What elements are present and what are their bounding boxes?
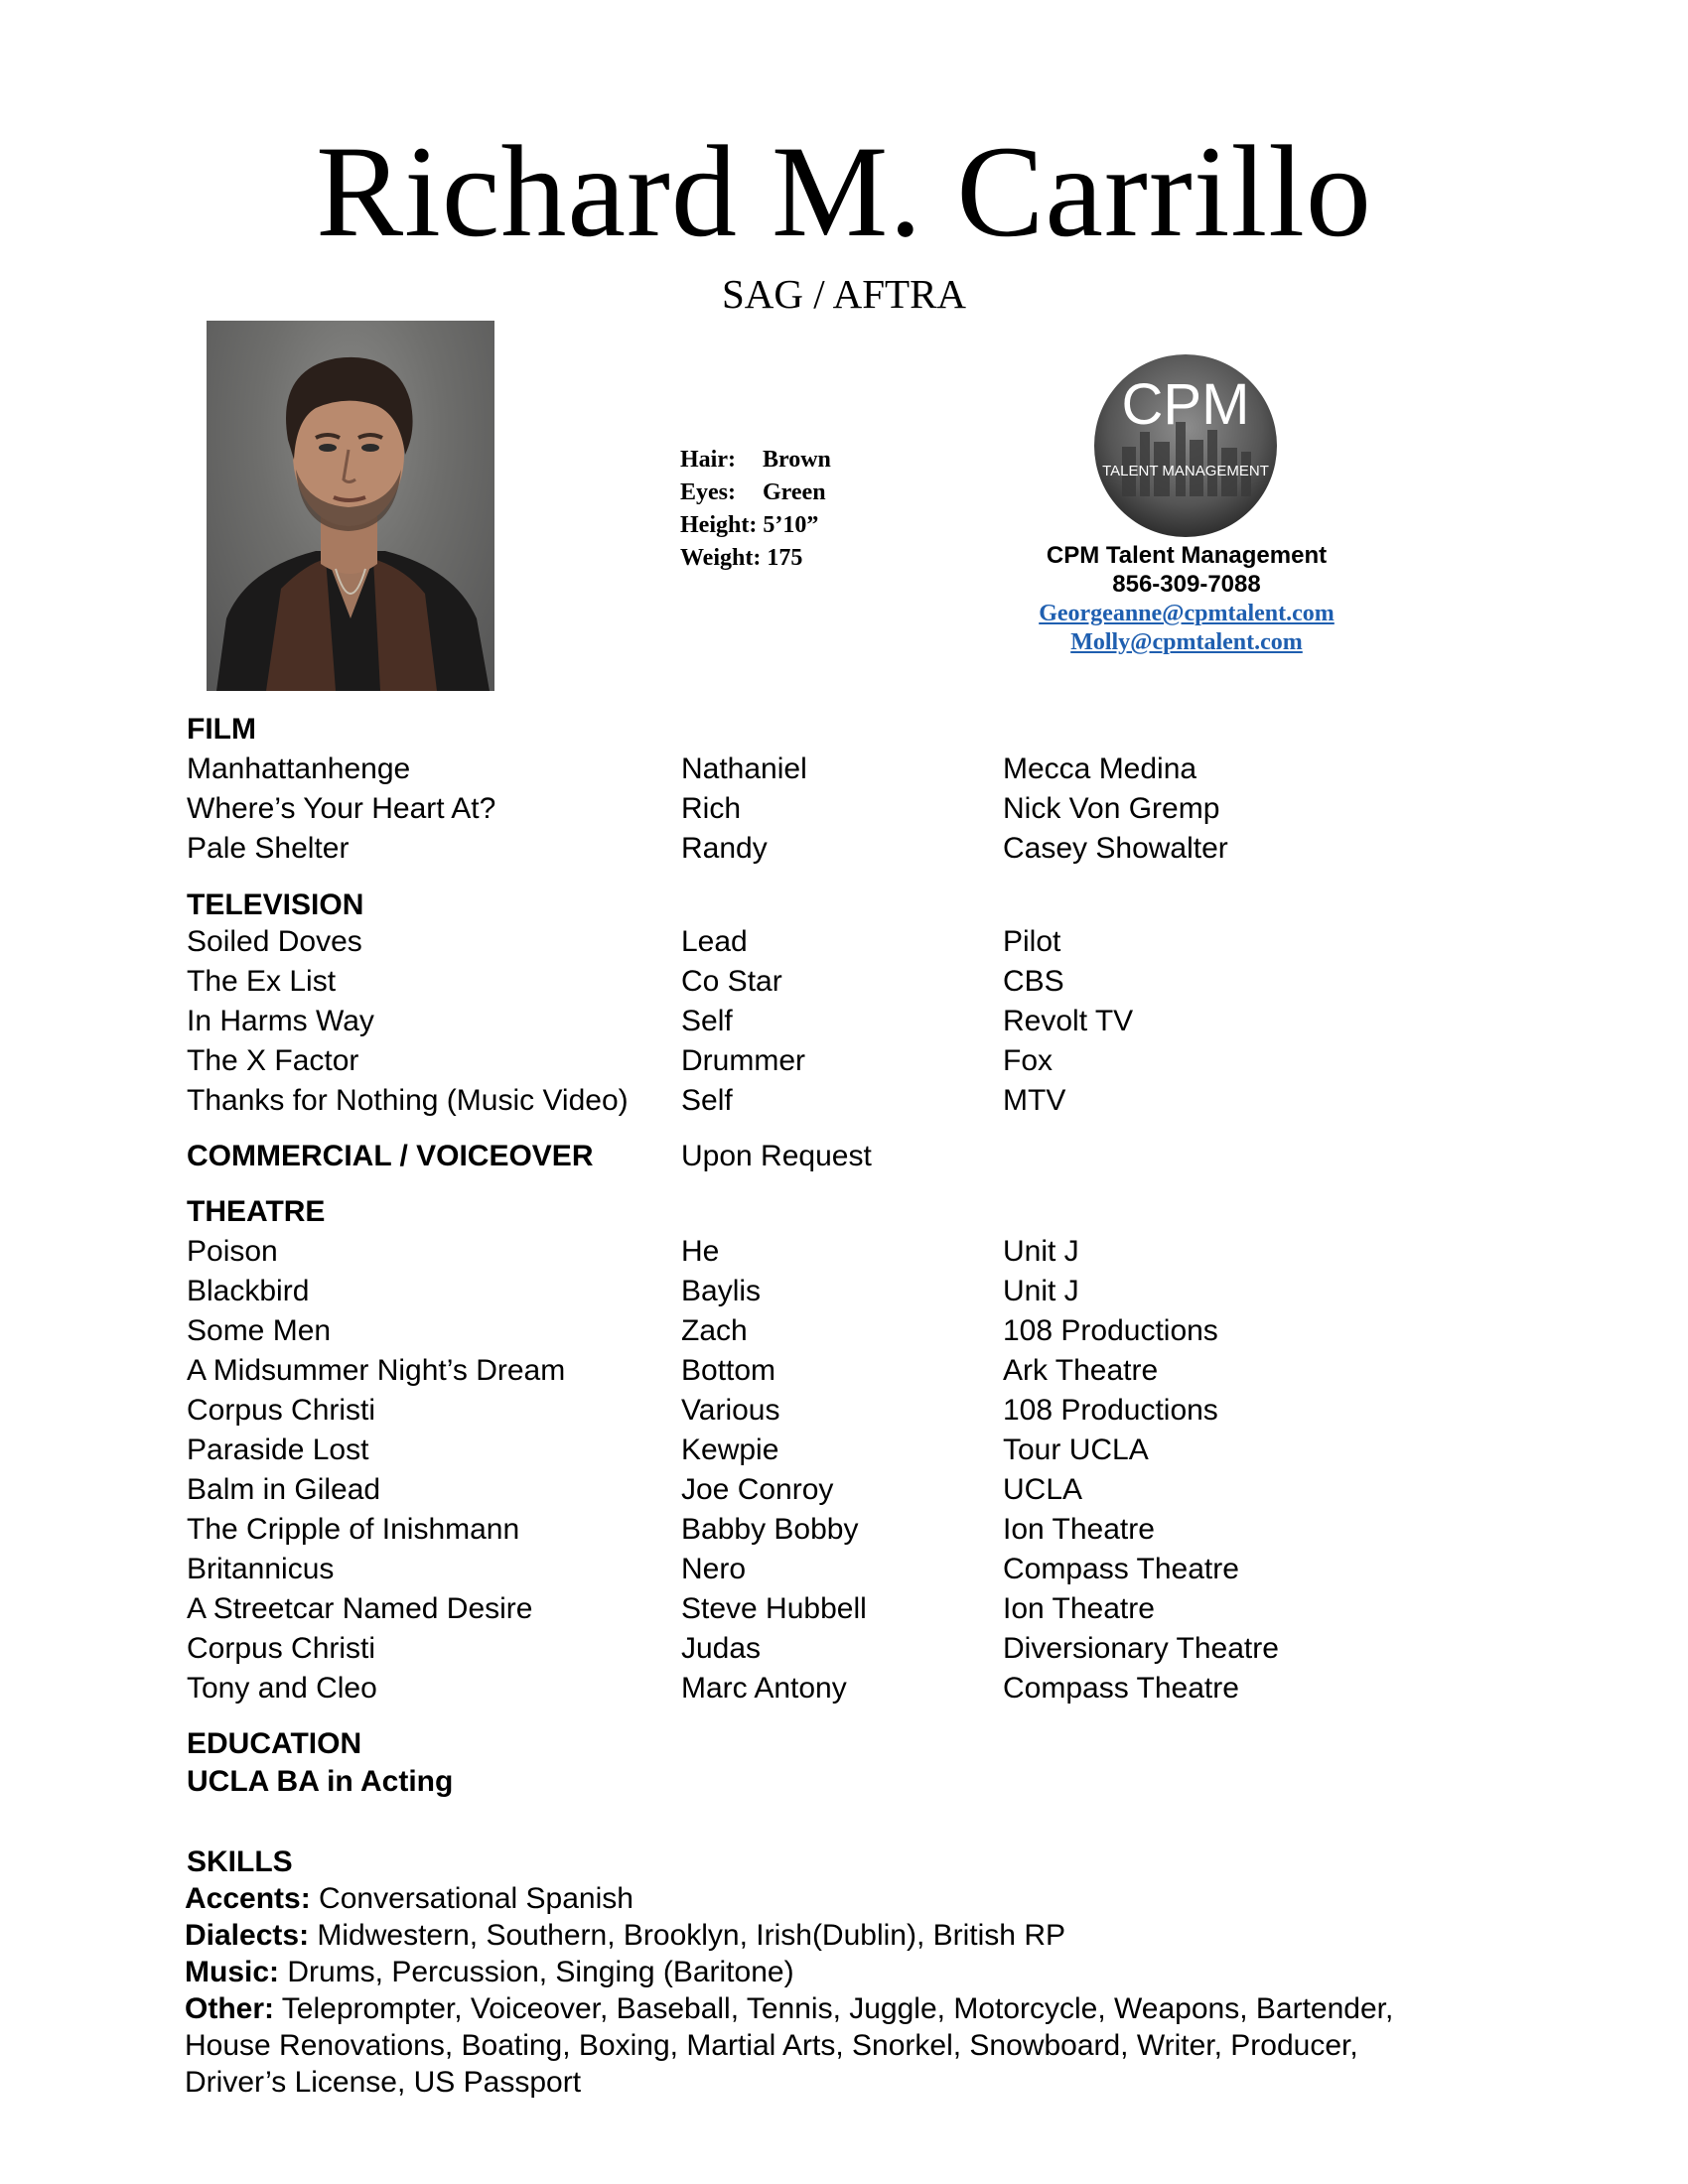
stat-label: Height: — [680, 512, 758, 538]
credit-company: MTV — [1003, 1084, 1066, 1117]
headshot-illustration — [207, 321, 494, 691]
credit-title: The X Factor — [187, 1044, 359, 1077]
skill-label: Accents: — [185, 1882, 311, 1915]
credit-title: Pale Shelter — [187, 832, 350, 865]
section-heading-commercial: COMMERCIAL / VOICEOVER — [187, 1140, 594, 1172]
logo-subtext: TALENT MANAGEMENT — [1102, 463, 1269, 479]
credit-title: Tony and Cleo — [187, 1672, 377, 1705]
credit-role: Joe Conroy — [681, 1473, 834, 1506]
credit-title: Thanks for Nothing (Music Video) — [187, 1084, 629, 1117]
credit-title: Corpus Christi — [187, 1632, 376, 1665]
stat-weight — [680, 542, 831, 575]
stat-value: Brown — [763, 447, 831, 473]
credit-company: Unit J — [1003, 1235, 1079, 1268]
education-degree: UCLA BA in Acting — [187, 1765, 454, 1798]
credit-role: Drummer — [681, 1044, 805, 1077]
stat-value: 5’10” — [763, 512, 819, 538]
skill-accents — [185, 1880, 633, 1917]
credit-company: CBS — [1003, 965, 1064, 998]
credit-company: UCLA — [1003, 1473, 1083, 1506]
stat-hair — [680, 444, 831, 477]
stat-label: Weight: — [680, 545, 762, 571]
skill-dialects — [185, 1917, 1065, 1954]
credit-company: Fox — [1003, 1044, 1054, 1077]
skill-other — [185, 1990, 1393, 2027]
credit-company: Ion Theatre — [1003, 1513, 1155, 1546]
credit-company: Revolt TV — [1003, 1005, 1134, 1037]
credit-title: The Ex List — [187, 965, 337, 998]
credit-title: The Cripple of Inishmann — [187, 1513, 520, 1546]
skill-value: Conversational Spanish — [310, 1882, 633, 1915]
credit-company: Ark Theatre — [1003, 1354, 1159, 1387]
section-heading-theatre: THEATRE — [187, 1195, 326, 1228]
credit-title: In Harms Way — [187, 1005, 374, 1037]
skill-value: Midwestern, Southern, Brooklyn, Irish(Dublin), British RP — [309, 1919, 1066, 1952]
credit-company: 108 Productions — [1003, 1314, 1218, 1347]
skill-other-continued: Driver’s License, US Passport — [185, 2066, 582, 2099]
credit-role: Rich — [681, 792, 742, 825]
credit-role: Judas — [681, 1632, 762, 1665]
credit-role: Babby Bobby — [681, 1513, 859, 1546]
agency-name: CPM Talent Management — [1046, 542, 1328, 569]
credit-title: Poison — [187, 1235, 278, 1268]
section-heading-film: FILM — [187, 713, 256, 746]
credit-title: Where’s Your Heart At? — [187, 792, 496, 825]
credit-role: Lead — [681, 925, 748, 958]
credit-role: Baylis — [681, 1275, 762, 1307]
stat-height — [680, 509, 831, 542]
skill-value: Teleprompter, Voiceover, Baseball, Tennis, Juggle, Motorcycle, Weapons, Bartender, — [274, 1992, 1394, 2025]
credit-role: Various — [681, 1394, 780, 1427]
union-affiliation: SAG / AFTRA — [721, 271, 967, 317]
skill-music — [185, 1954, 794, 1990]
stat-value: 175 — [767, 545, 803, 571]
logo-text: CPM — [1121, 372, 1250, 437]
credit-role: Steve Hubbell — [681, 1592, 867, 1625]
credit-title: Corpus Christi — [187, 1394, 376, 1427]
credit-company: 108 Productions — [1003, 1394, 1218, 1427]
credit-role: Kewpie — [681, 1433, 779, 1466]
credit-role: Zach — [681, 1314, 748, 1347]
skill-label: Music: — [185, 1956, 280, 1988]
commercial-value: Upon Request — [681, 1140, 872, 1172]
credit-role: Self — [681, 1005, 733, 1037]
credit-role: Nero — [681, 1553, 747, 1585]
credit-company: Unit J — [1003, 1275, 1079, 1307]
credit-role: Nathaniel — [681, 752, 807, 785]
credit-role: Co Star — [681, 965, 782, 998]
skill-other-continued: House Renovations, Boating, Boxing, Martial Arts, Snorkel, Snowboard, Writer, Producer, — [185, 2029, 1358, 2062]
credit-company: Tour UCLA — [1003, 1433, 1149, 1466]
actor-name: Richard M. Carrillo — [316, 118, 1372, 264]
stat-label: Eyes: — [680, 479, 736, 505]
physical-stats — [680, 444, 831, 575]
credit-company: Mecca Medina — [1003, 752, 1197, 785]
credit-company: Pilot — [1003, 925, 1061, 958]
credit-role: Self — [681, 1084, 733, 1117]
skill-label: Other: — [185, 1992, 274, 2025]
credit-title: Some Men — [187, 1314, 332, 1347]
credit-role: Bottom — [681, 1354, 776, 1387]
stat-eyes — [680, 477, 831, 509]
credit-company: Compass Theatre — [1003, 1672, 1239, 1705]
credit-title: A Streetcar Named Desire — [187, 1592, 533, 1625]
credit-company: Ion Theatre — [1003, 1592, 1155, 1625]
cpm-logo — [1092, 352, 1279, 539]
section-heading-education: EDUCATION — [187, 1727, 362, 1760]
agency-phone: 856-309-7088 — [1112, 571, 1261, 598]
skill-value: Drums, Percussion, Singing (Baritone) — [279, 1956, 794, 1988]
credit-company: Casey Showalter — [1003, 832, 1228, 865]
credit-company: Compass Theatre — [1003, 1553, 1239, 1585]
credit-title: A Midsummer Night’s Dream — [187, 1354, 566, 1387]
credit-title: Manhattanhenge — [187, 752, 411, 785]
credit-title: Paraside Lost — [187, 1433, 369, 1466]
credit-role: Randy — [681, 832, 768, 865]
stat-label: Hair: — [680, 447, 736, 473]
credit-title: Britannicus — [187, 1553, 335, 1585]
credit-role: He — [681, 1235, 720, 1268]
section-heading-television: TELEVISION — [187, 888, 364, 921]
credit-role: Marc Antony — [681, 1672, 847, 1705]
section-heading-skills: SKILLS — [187, 1845, 293, 1878]
skill-label: Dialects: — [185, 1919, 310, 1952]
credit-title: Blackbird — [187, 1275, 310, 1307]
credit-title: Balm in Gilead — [187, 1473, 381, 1506]
credit-company: Nick Von Gremp — [1003, 792, 1220, 825]
agency-email-link[interactable]: Georgeanne@cpmtalent.com — [1039, 601, 1335, 626]
credit-company: Diversionary Theatre — [1003, 1632, 1279, 1665]
headshot-photo — [207, 321, 494, 691]
credit-title: Soiled Doves — [187, 925, 362, 958]
agency-email-link[interactable]: Molly@cpmtalent.com — [1070, 629, 1303, 655]
stat-value: Green — [763, 479, 826, 505]
